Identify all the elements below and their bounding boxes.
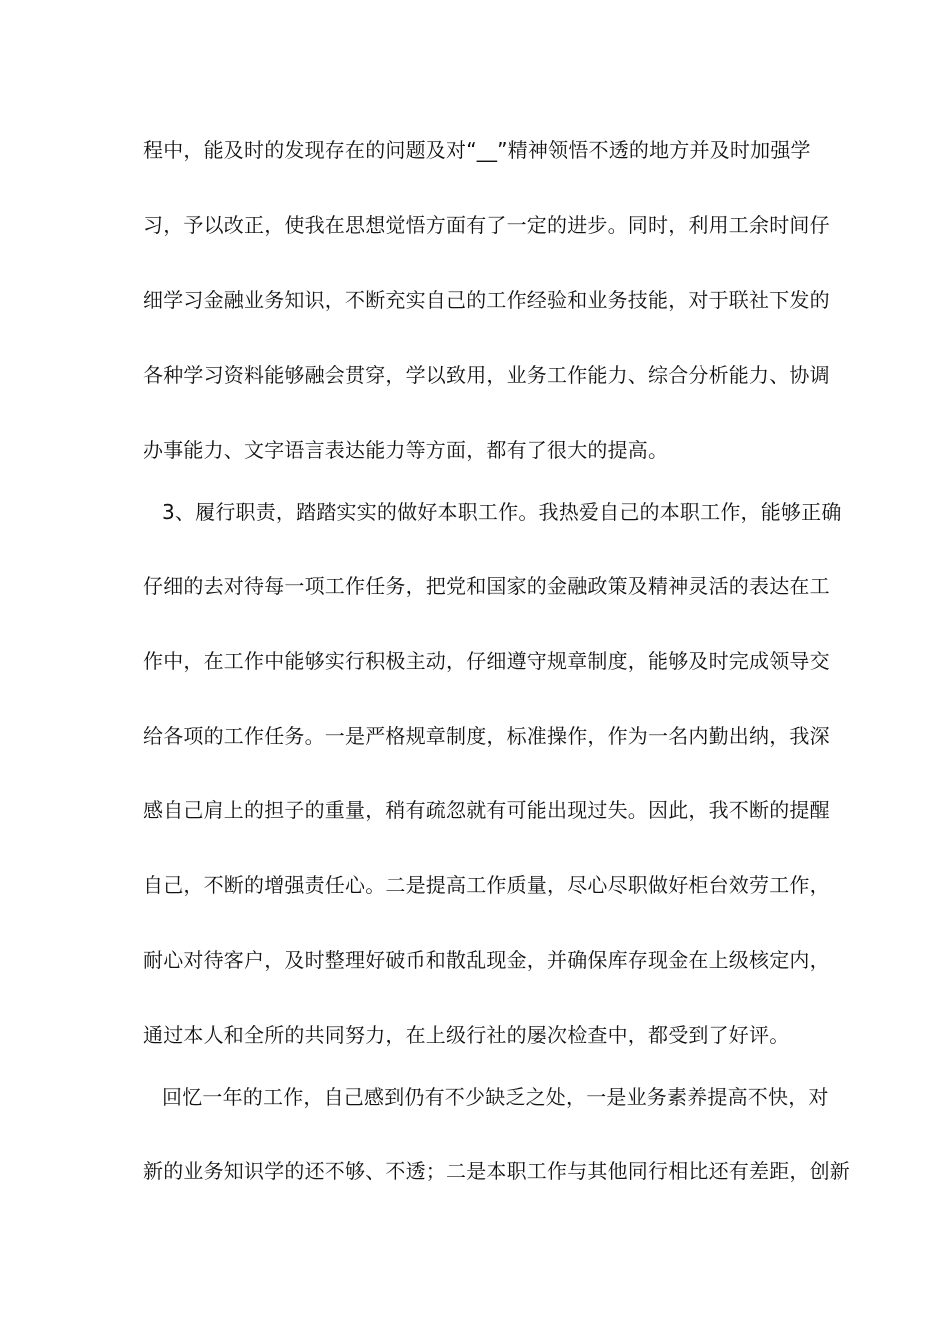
text-line: 习，予以改正，使我在思想觉悟方面有了一定的进步。同时，利用工余时间仔 <box>143 213 830 237</box>
text-line: 通过本人和全所的共同努力，在上级行社的屡次检查中，都受到了好评。 <box>143 1023 790 1047</box>
text-line: 感自己肩上的担子的重量，稍有疏忽就有可能出现过失。因此，我不断的提醒 <box>143 798 830 822</box>
text-line: 3、履行职责，踏踏实实的做好本职工作。我热爱自己的本职工作，能够正确 <box>162 500 842 524</box>
text-line: 给各项的工作任务。一是严格规章制度，标准操作，作为一名内勤出纳，我深 <box>143 724 830 748</box>
text-line: 仔细的去对待每一项工作任务，把党和国家的金融政策及精神灵活的表达在工 <box>143 574 830 598</box>
text-line: 作中，在工作中能够实行积极主动，仔细遵守规章制度，能够及时完成领导交 <box>143 649 830 673</box>
text-line: 回忆一年的工作，自己感到仍有不少缺乏之处，一是业务素养提高不快，对 <box>162 1085 829 1109</box>
text-line: 耐心对待客户，及时整理好破币和散乱现金，并确保库存现金在上级核定内， <box>143 948 830 972</box>
text-line: 办事能力、文字语言表达能力等方面，都有了很大的提高。 <box>143 438 669 462</box>
text-line: 新的业务知识学的还不够、不透；二是本职工作与其他同行相比还有差距，创新 <box>143 1159 850 1183</box>
text-line: 程中，能及时的发现存在的问题及对“__”精神领悟不透的地方并及时加强学 <box>143 138 811 162</box>
text-line: 自己，不断的增强责任心。二是提高工作质量，尽心尽职做好柜台效劳工作， <box>143 873 830 897</box>
text-line: 细学习金融业务知识，不断充实自己的工作经验和业务技能，对于联社下发的 <box>143 288 830 312</box>
text-line: 各种学习资料能够融会贯穿，学以致用，业务工作能力、综合分析能力、协调 <box>143 363 830 387</box>
